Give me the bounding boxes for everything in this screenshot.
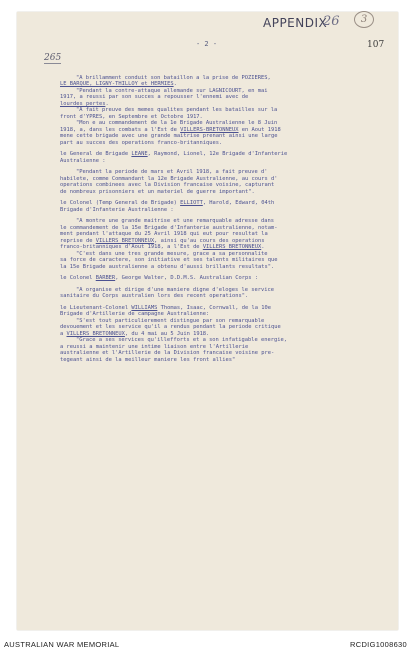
text-segment: .	[105, 100, 109, 107]
underlined-text: VILLERS BRETONNEUX	[95, 237, 155, 244]
text-segment: le Lieutenant-Colonel	[60, 304, 132, 311]
text-segment: "S'est tout particulierement distingue par son remarquable	[76, 317, 265, 324]
text-segment: .	[261, 244, 265, 251]
text-segment: , ainsi qu'au cours des operations	[154, 237, 265, 244]
text-segment: , Raymond, Lionel, 12e Brigade d'Infanterie	[147, 151, 288, 158]
paragraph	[60, 218, 382, 270]
page-dash-number: - 2 -	[196, 40, 218, 48]
text-segment: "A montre une grande maitrise et une remarquable adresse dans	[76, 218, 274, 225]
text-segment: Australienne :	[60, 157, 106, 164]
text-segment: en Aout 1918	[238, 126, 281, 133]
text-segment: "C'est dans une tres grande mesure, grace a sa personnalite	[76, 250, 268, 257]
appendix-number: 26	[323, 14, 340, 29]
paragraph	[60, 200, 382, 213]
text-segment: , du 4 mai au 5 Juin 1918.	[124, 330, 210, 337]
text-segment: 1918, a, dans les combats a l'Est de	[60, 126, 181, 133]
text-segment: devouement et les service qu'il a rendus pendant la periode critique	[60, 324, 281, 331]
text-segment: , George Walter, D.D.M.S. Australian Corps :	[115, 275, 258, 282]
underlined-text: ELLIOTT	[180, 200, 203, 207]
appendix-label: APPENDIX	[263, 16, 328, 30]
circled-number: 3	[354, 11, 374, 28]
underlined-text: VILLERS BRETONNEUX	[66, 330, 125, 337]
text-segment: le Colonel (Temp General de Brigade)	[60, 200, 181, 207]
text-segment: australienne et l'Artillerie de la Division francaise voisine pre-	[60, 350, 275, 357]
text-segment: "A fait preuve des memes qualites pendant les batailles sur la	[76, 107, 278, 114]
text-segment: franco-britanniques d'Aout 1918, a l'Est de	[60, 244, 203, 251]
text-segment: sa force de caractere, son initiative et ses talents militaires que	[60, 257, 278, 264]
text-segment: de nombreux prisonniers et un materiel de guerre important".	[60, 188, 255, 195]
paragraph	[60, 169, 382, 195]
underlined-text: LE BARQUE, LIGNY-THILLOY et HERMIES	[60, 81, 174, 88]
text-segment: "A organise et dirige d'une maniere digne d'eloges le service	[76, 286, 274, 293]
underlined-text: WILLIAMS	[131, 304, 158, 311]
text-line	[60, 357, 382, 363]
text-segment: 1917, a reussi par son succes a repousser l'ennemi avec de	[60, 94, 249, 101]
footer-reference: RCDIG1008630	[350, 640, 407, 649]
text-segment: Brigade d'Artillerie de campagne Australienne:	[60, 311, 210, 318]
text-segment: front d'YPRES, en Septembre et Octobre 1917.	[60, 113, 203, 120]
underlined-text: VILLERS BRETONNEUX	[202, 244, 262, 251]
text-segment: a reussi a maintenir une intime liaison entre l'Artillerie	[60, 343, 249, 350]
document-body	[60, 75, 382, 363]
text-segment: reprise de	[60, 237, 96, 244]
text-segment: Thomas, Isaac, Cornwall, de la 10e	[157, 304, 271, 311]
text-segment: operations combinees avec la Division francaise voisine, capturant	[60, 182, 275, 189]
text-segment: , Harold, Edward, 04th	[202, 200, 275, 207]
text-segment: le General de Brigade	[60, 151, 132, 158]
text-segment: a	[60, 330, 67, 337]
text-segment: habilete, comme Commandant la 12e Brigade Australienne, au cours d'	[60, 175, 278, 182]
paragraph	[60, 75, 382, 146]
text-segment: "Mon e au commandement de la 1e Brigade Australienne le 8 Juin	[76, 120, 278, 127]
paragraph	[60, 305, 382, 363]
paragraph	[60, 151, 382, 164]
text-segment: le commandement de la 15e Brigade d'Infanterie australienne, notam-	[60, 224, 278, 231]
text-segment: tegeant ainsi de la meilleur maniere les front allies"	[60, 356, 236, 363]
underlined-text: VILLERS-BRETONNEUX	[180, 126, 239, 133]
text-segment: part au succes des operations franco-britanniques.	[60, 139, 223, 146]
paragraph	[60, 287, 382, 300]
underlined-text: BARBER	[95, 275, 116, 282]
text-segment: "A brillamment conduit son bataillon a la prise de POZIERES,	[76, 75, 271, 81]
text-segment: "Pendant la contre-attaque allemande sur LAGNICOURT, en mai	[76, 87, 268, 94]
handwritten-folio: 265	[44, 53, 62, 63]
text-segment: mene cette brigade avec une grande maitrise prenant ainsi une large	[60, 133, 278, 140]
footer-source: AUSTRALIAN WAR MEMORIAL	[4, 640, 120, 649]
underlined-text: lourdes pertes	[60, 100, 106, 107]
text-segment: le Colonel	[60, 275, 96, 282]
text-segment: Brigade d'Infanterie Australienne :	[60, 206, 174, 213]
text-segment: la 15e Brigade australienne a obtenu d'aussi brillants resultats".	[60, 263, 275, 270]
underlined-text: LEANE	[131, 151, 148, 158]
page-number: 107	[367, 40, 385, 50]
text-segment: ment pendant l'attaque du 25 Avril 1918 qui eut pour resultat la	[60, 231, 268, 238]
text-segment: "Pendant la periode de mars et Avril 1918, a fait preuve d'	[76, 169, 268, 176]
text-segment: sanitaire du Corps australien lors des recent operations".	[60, 293, 249, 300]
text-segment: "Grace a ses services qu'illefforts et a son infatigable energie,	[76, 337, 287, 344]
text-segment: .	[173, 81, 177, 88]
